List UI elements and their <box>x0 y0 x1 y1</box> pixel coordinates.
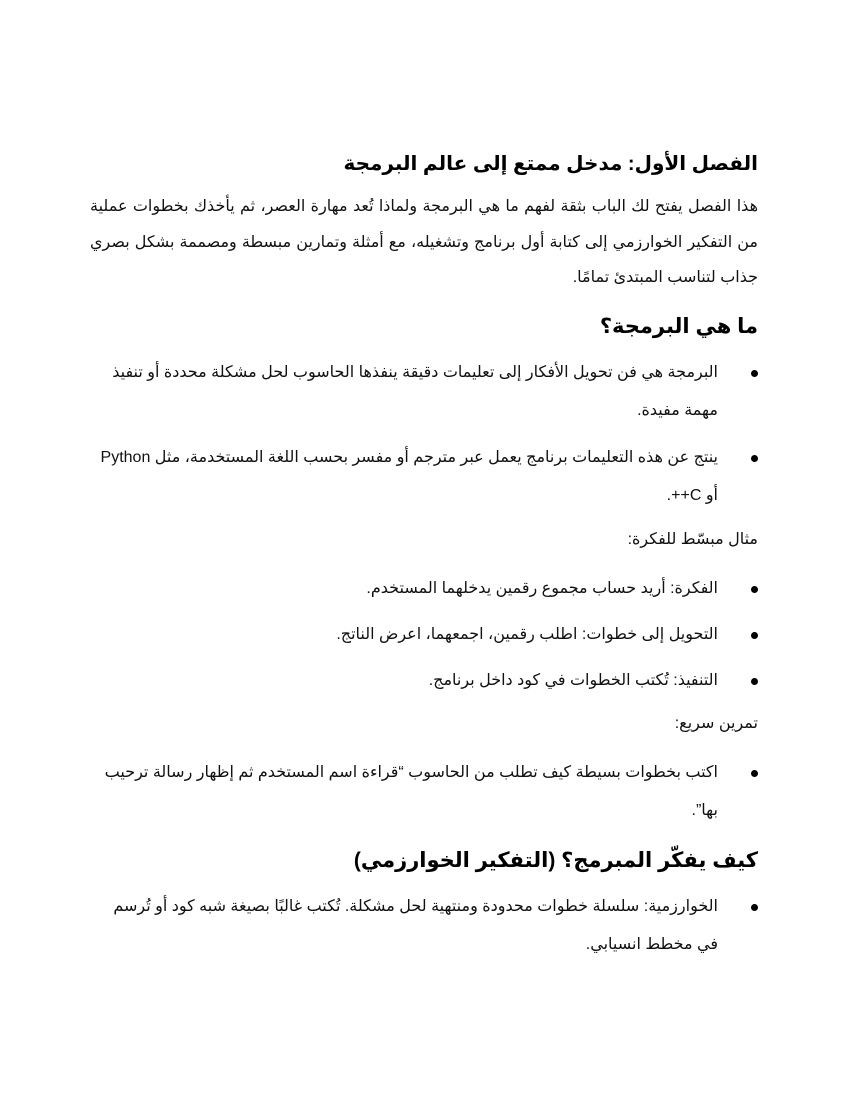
list-item <box>90 662 758 700</box>
exercise-label: تمرين سريع: <box>674 714 758 732</box>
list-item-text: اكتب بخطوات بسيطة كيف تطلب من الحاسوب “قراءة اسم المستخدم ثم إظهار رسالة ترحيب بها”. <box>104 763 718 819</box>
bullet-icon <box>751 632 758 639</box>
list-item <box>90 354 758 430</box>
list-item <box>90 439 758 515</box>
bullet-icon <box>751 904 758 911</box>
bullet-icon <box>751 586 758 593</box>
list-item <box>90 616 758 654</box>
list-item <box>90 888 758 964</box>
list-item-text: الخوارزمية: سلسلة خطوات محدودة ومنتهية لحل مشكلة. تُكتب غالبًا بصيغة شبه كود أو تُرسم في مخطط انسيابي. <box>113 897 718 953</box>
chapter-intro: هذا الفصل يفتح لك الباب بثقة لفهم ما هي البرمجة ولماذا تُعد مهارة العصر، ثم يأخذك بخطوات عملية من التفكير الخوارزمي إلى كتابة أول برنامج وتشغيله، مع أمثلة وتمارين مبسطة ومصممة بشكل بصري جذاب لتناسب المبتدئ تمامًا. <box>90 198 758 286</box>
list-item <box>90 754 758 830</box>
page-content <box>90 147 758 973</box>
list-item-text: البرمجة هي فن تحويل الأفكار إلى تعليمات دقيقة ينفذها الحاسوب لحل مشكلة محددة أو تنفيذ مهمة مفيدة. <box>112 363 718 419</box>
chapter-title: الفصل الأول: مدخل ممتع إلى عالم البرمجة <box>343 153 758 175</box>
bullet-icon <box>751 678 758 685</box>
example-list <box>90 570 758 700</box>
list-item <box>90 570 758 608</box>
bullet-icon <box>751 370 758 377</box>
bullet-icon <box>751 770 758 777</box>
list-item-text: التنفيذ: تُكتب الخطوات في كود داخل برنامج. <box>428 671 718 689</box>
bullet-icon <box>751 455 758 462</box>
example-label: مثال مبسّط للفكرة: <box>627 530 758 548</box>
list-item-text: ينتج عن هذه التعليمات برنامج يعمل عبر مترجم أو مفسر بحسب اللغة المستخدمة، مثل Python أو C++. <box>100 448 718 504</box>
algorithm-list <box>90 888 758 964</box>
exercise-list <box>90 754 758 830</box>
section-title-algorithmic-thinking: كيف يفكّر المبرمج؟ (التفكير الخوارزمي) <box>353 848 758 872</box>
definition-list <box>90 354 758 515</box>
list-item-text: الفكرة: أريد حساب مجموع رقمين يدخلهما المستخدم. <box>366 579 718 597</box>
section-title-what-is-programming: ما هي البرمجة؟ <box>599 314 758 338</box>
list-item-text: التحويل إلى خطوات: اطلب رقمين، اجمعهما، اعرض الناتج. <box>336 625 718 643</box>
